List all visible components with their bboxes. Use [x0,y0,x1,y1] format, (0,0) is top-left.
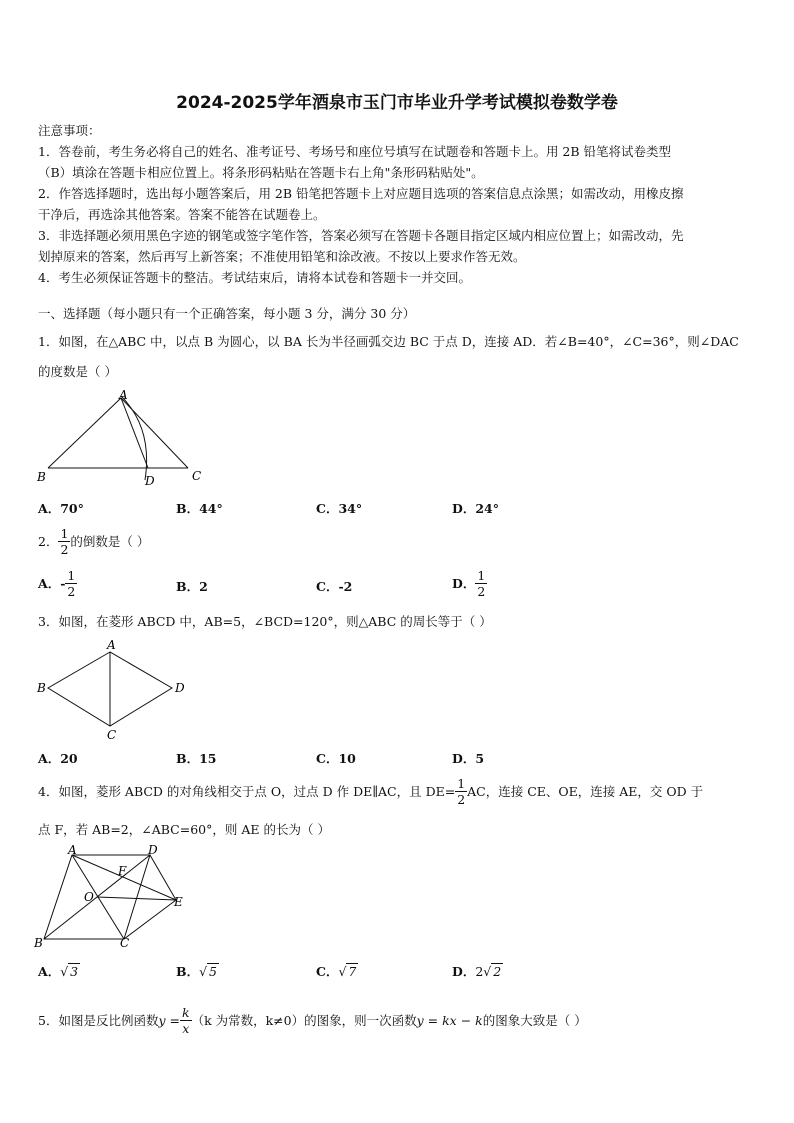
q3-option-b[interactable]: B．15 [176,751,217,766]
q4-option-c[interactable] [316,962,358,980]
segment-ad [121,398,148,468]
notes-block [38,120,758,288]
notes-line: 1．答卷前，考生务必将自己的姓名、准考证号、考场号和座位号填写在试题卷和答题卡上。用 2B 铅笔将试卷类型 [38,144,672,159]
option-label: A．- [38,576,66,591]
label-c: C [192,469,202,483]
section-heading: 一、选择题（每小题只有一个正确答案，每小题 3 分，满分 30 分） [38,306,416,321]
radicand: 2 [493,964,502,979]
q2-option-d[interactable] [452,568,487,599]
radicand: 3 [70,964,79,979]
q5-linear-function: y = kx − k [416,1013,483,1028]
q5-stem [38,1005,587,1036]
q3-stem: 3．如图，在菱形 ABCD 中，AB=5，∠BCD=120°，则△ABC 的周长等于（ ） [38,614,492,629]
frac-denominator: 2 [67,584,76,599]
notes-line: 4．考生必须保证答题卡的整洁。考试结束后，请将本试卷和答题卡一并交回。 [38,270,471,285]
label-a: A [107,638,116,652]
frac-numerator: k [181,1005,190,1020]
label-e: E [174,895,183,909]
frac-numerator: 1 [67,568,76,583]
sqrt-expression: 2√ 2 [475,964,502,979]
q2-option-b[interactable]: B．2 [176,579,208,594]
segment-de [150,855,176,900]
notes-heading: 注意事项： [38,123,101,138]
q3-option-d[interactable]: D．5 [452,751,485,766]
option-label: B． [176,964,200,979]
notes-line: 3．非选择题必须用黑色字迹的钢笔或签字笔作答，答案必须写在答题卡各题目指定区域内相应位置上；如需改动，先 [38,228,684,243]
notes-line: 划掉原来的答案，然后再写上新答案；不准使用铅笔和涂改液。不按以上要求作答无效。 [38,249,526,264]
q3-option-a[interactable]: A．20 [38,751,78,766]
frac-denominator: x [182,1021,190,1036]
label-c: C [120,936,130,950]
q2-number: 2． [38,534,59,549]
page-title: 2024-2025学年酒泉市玉门市毕业升学考试模拟卷数学卷 [176,93,618,113]
q5-text-pre: 5．如图是反比例函数 [38,1013,159,1028]
q4-rhombus-figure [30,843,200,953]
q1-option-a[interactable]: A．70° [38,501,84,516]
label-d: D [148,843,158,857]
q4-text-b: AC，连接 CE、OE，连接 AE，交 OD 于 [467,784,704,799]
q4-option-d[interactable] [452,962,503,980]
label-d: D [145,474,155,488]
label-b: B [37,681,46,695]
sqrt-expression: √ 3 [60,964,79,979]
q5-fraction [180,1005,192,1036]
frac-numerator: 1 [60,526,69,541]
q2-option-a[interactable] [38,568,77,599]
option-label: C． [316,964,339,979]
option-label: A． [38,964,61,979]
notes-line: 干净后，再选涂其他答案。答案不能答在试题卷上。 [38,207,326,222]
q3-option-c[interactable]: C．10 [316,751,356,766]
label-o: O [84,890,94,904]
label-a: A [119,388,128,402]
notes-line: （B）填涂在答题卡相应位置上。将条形码粘贴在答题卡右上角"条形码粘贴处"。 [38,165,484,180]
q2-fraction [58,526,70,557]
segment-ce [124,900,176,939]
q4-stem-line2: 点 F，若 AB=2，∠ABC=60°，则 AE 的长为（ ） [38,822,330,837]
q4-text-a: 4．如图，菱形 ABCD 的对角线相交于点 O，过点 D 作 DE∥AC，且 DE= [38,784,456,799]
q4-stem-line1 [38,776,703,807]
option-label: D． [452,576,476,591]
q5-text-post: 的图象大致是（ ） [482,1013,587,1028]
option-fraction [475,568,487,599]
q1-option-b[interactable]: B．44° [176,501,223,516]
q2-option-c[interactable]: C．-2 [316,579,353,594]
q1-option-c[interactable]: C．34° [316,501,363,516]
q5-function-lhs: y = [158,1013,180,1028]
label-f: F [118,864,127,878]
q1-stem-line1: 1．如图，在△ABC 中，以点 B 为圆心，以 BA 长为半径画弧交边 BC 于点 D，连接 AD．若∠B=40°，∠C=36°，则∠DAC [38,334,739,349]
q1-option-d[interactable]: D．24° [452,501,499,516]
label-a: A [68,843,77,857]
coefficient: 2 [475,964,484,979]
frac-denominator: 2 [477,584,486,599]
frac-denominator: 2 [457,792,466,807]
label-b: B [37,470,46,484]
frac-denominator: 2 [60,542,69,557]
q2-stem [38,526,149,557]
label-b: B [34,936,43,950]
q1-triangle-figure [30,388,220,488]
radicand: 7 [348,964,357,979]
label-c: C [107,728,117,742]
radicand: 5 [209,964,217,979]
frac-numerator: 1 [477,568,486,583]
notes-line: 2．作答选择题时，选出每小题答案后，用 2B 铅笔把答题卡上对应题目选项的答案信息点涂黑；如需改动，用橡皮擦 [38,186,684,201]
sqrt-expression: √ 7 [338,964,357,979]
q4-option-b[interactable] [176,962,219,980]
q2-text: 的倒数是（ ） [70,534,150,549]
q4-fraction [455,776,467,807]
sqrt-expression: √ 5 [199,964,217,979]
q5-text-mid: （k 为常数，k≠0）的图象，则一次函数 [191,1013,417,1028]
q1-stem-line2: 的度数是（ ） [38,364,117,379]
q4-option-a[interactable] [38,962,80,980]
option-fraction [65,568,77,599]
frac-numerator: 1 [457,776,466,791]
segment-ba [48,398,121,468]
label-d: D [175,681,185,695]
q3-rhombus-figure [30,636,200,746]
option-label: D． [452,964,476,979]
